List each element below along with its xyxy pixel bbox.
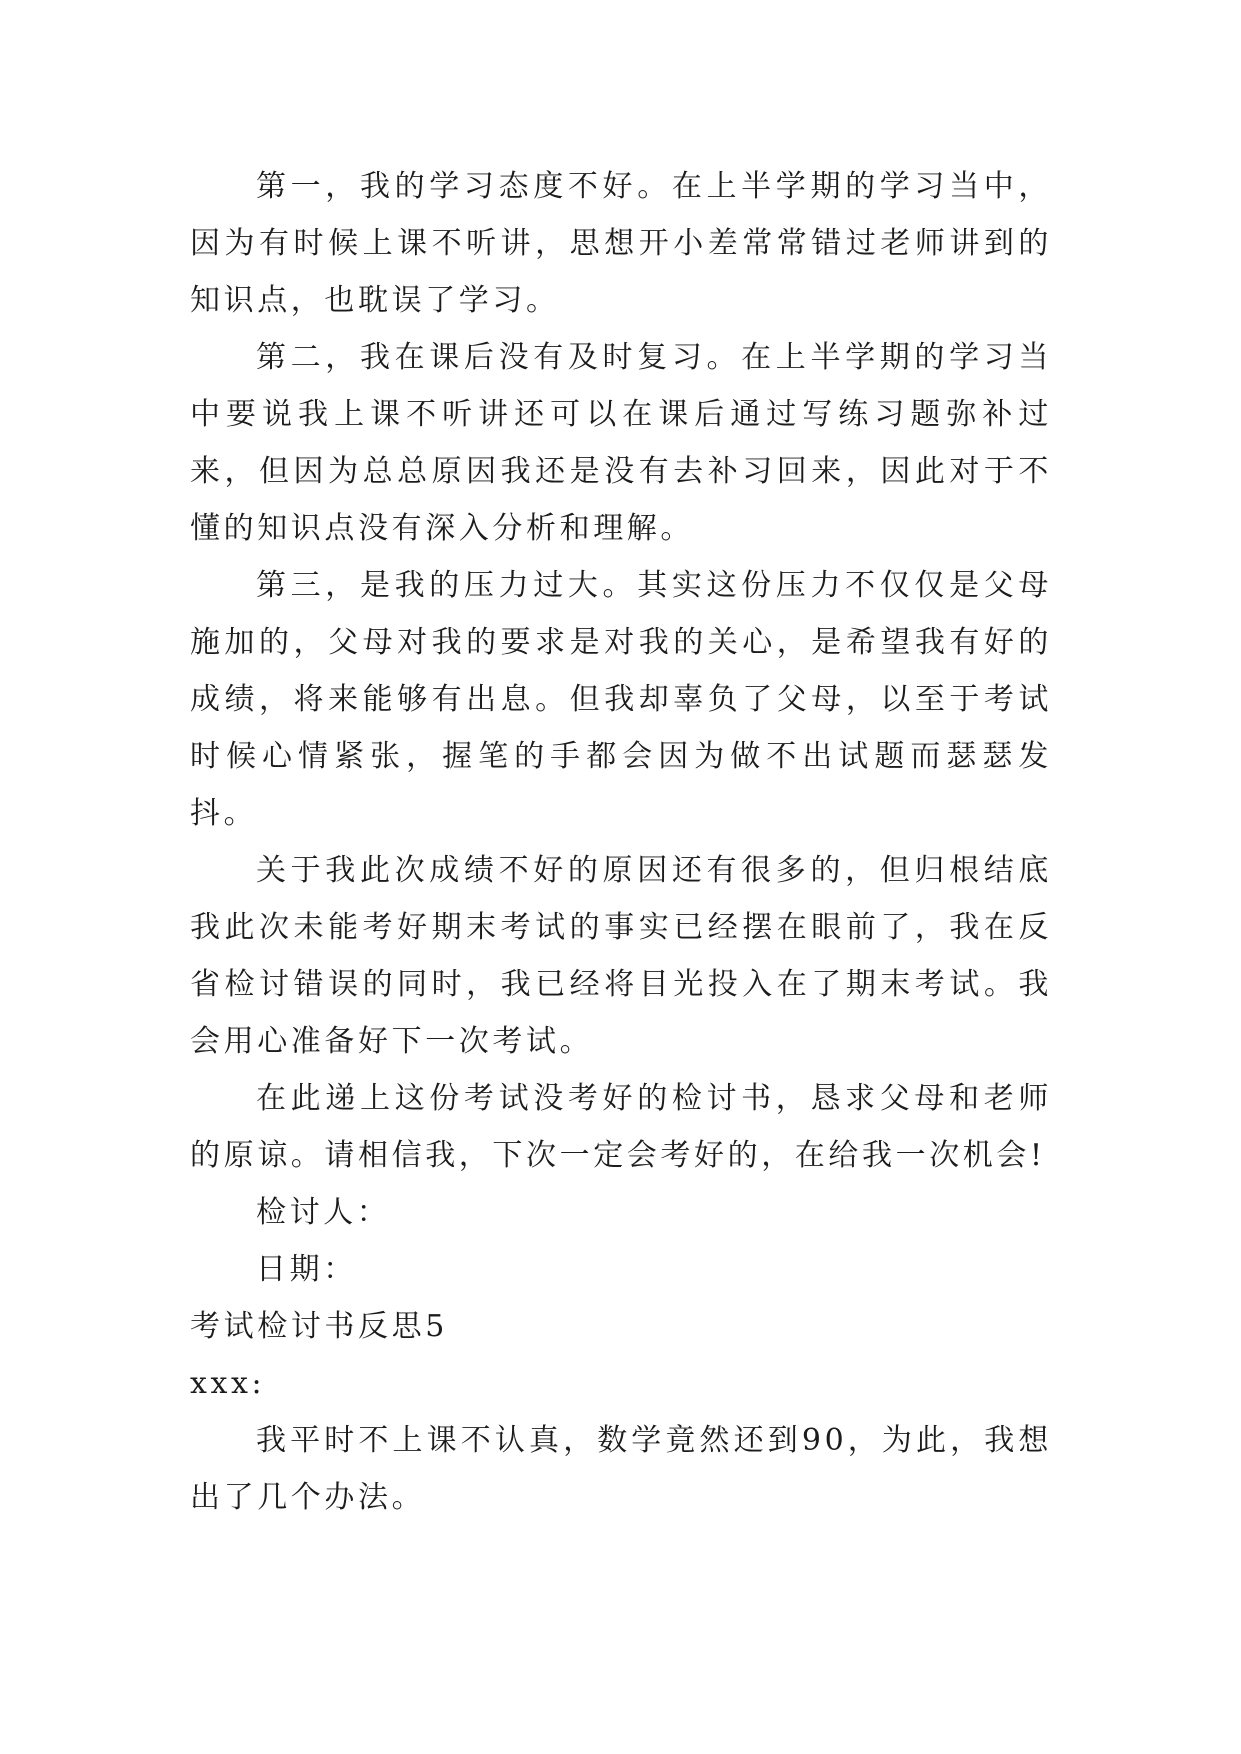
paragraph-third-reason: 第三，是我的压力过大。其实这份压力不仅仅是父母施加的，父母对我的要求是对我的关心，是希望我有好的成绩，将来能够有出息。但我却辜负了父母，以至于考试时候心情紧张，握笔的手都会因为做不出试题而瑟瑟发抖。 bbox=[190, 568, 1052, 831]
date-label: 日期： bbox=[256, 1252, 357, 1287]
section-title: 考试检讨书反思5 bbox=[190, 1309, 448, 1344]
paragraph-first-reason: 第一，我的学习态度不好。在上半学期的学习当中，因为有时候上课不听讲，思想开小差常常错过老师讲到的知识点，也耽误了学习。 bbox=[190, 169, 1052, 318]
paragraph-second-reason: 第二，我在课后没有及时复习。在上半学期的学习当中要说我上课不听讲还可以在课后通过写练习题弥补过来，但因为总总原因我还是没有去补习回来，因此对于不懂的知识点没有深入分析和理解。 bbox=[190, 340, 1052, 546]
paragraph-apology: 在此递上这份考试没考好的检讨书，恳求父母和老师的原谅。请相信我，下次一定会考好的，在给我一次机会! bbox=[190, 1081, 1052, 1173]
paragraph-conclusion: 关于我此次成绩不好的原因还有很多的，但归根结底我此次未能考好期末考试的事实已经摆在眼前了，我在反省检讨错误的同时，我已经将目光投入在了期末考试。我会用心准备好下一次考试。 bbox=[190, 853, 1052, 1059]
signature-label: 检讨人： bbox=[256, 1195, 391, 1230]
paragraph-final: 我平时不上课不认真，数学竟然还到90，为此，我想出了几个办法。 bbox=[190, 1423, 1052, 1515]
salutation: xxx: bbox=[190, 1366, 266, 1401]
document-body bbox=[190, 158, 1052, 1526]
